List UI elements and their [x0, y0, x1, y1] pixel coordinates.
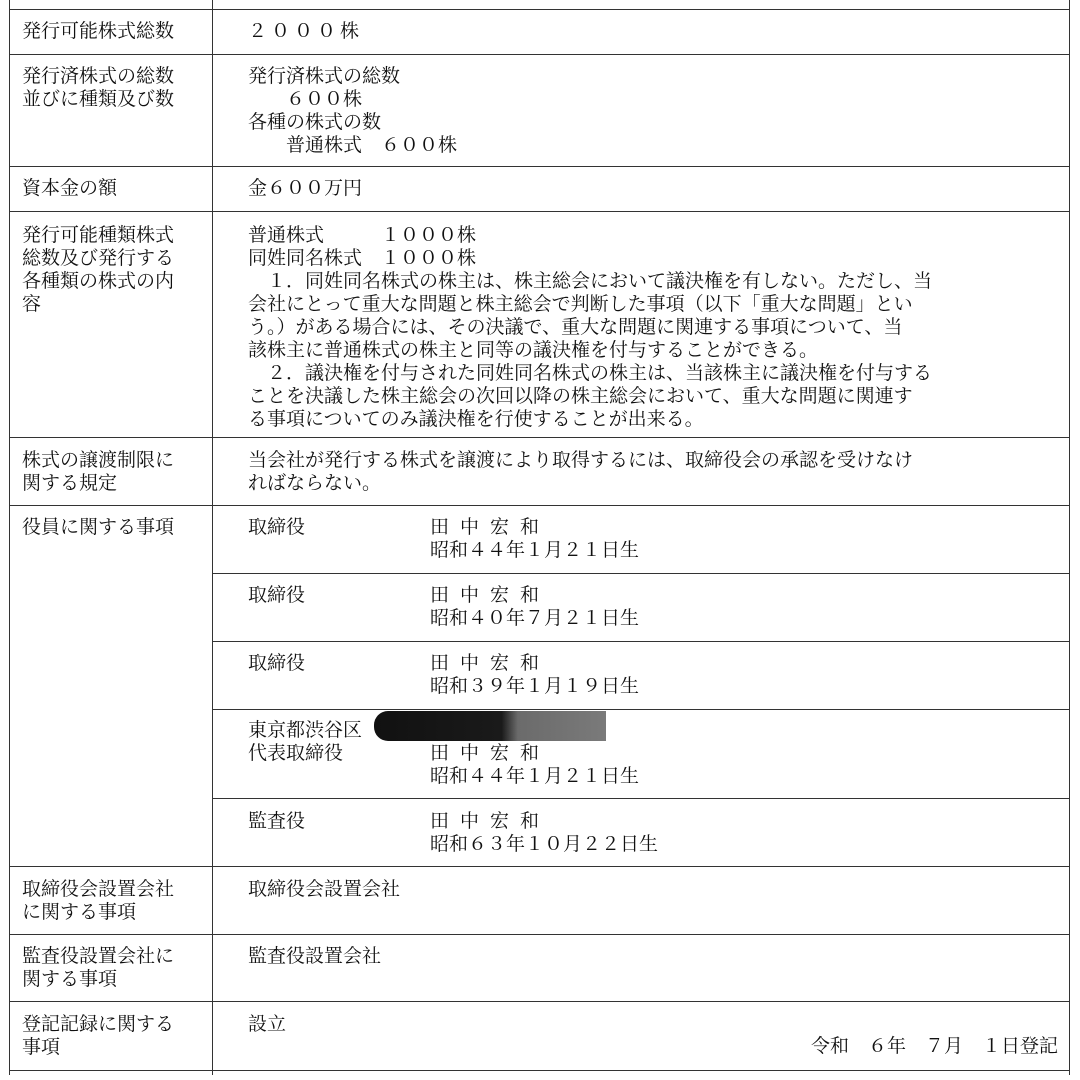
officer-role: 取締役 — [248, 652, 306, 674]
registration-date: 令和 ６年 ７月 １日登記 — [810, 1035, 1058, 1057]
registration-label: 登記記録に関する 事項 — [22, 1013, 175, 1058]
row-divider — [10, 1070, 1070, 1071]
officers-label: 役員に関する事項 — [22, 516, 175, 538]
officer-divider — [212, 709, 1070, 710]
row-divider — [10, 934, 1070, 935]
officer-divider — [212, 573, 1070, 574]
issued-shares-label: 発行済株式の総数 並びに種類及び数 — [22, 65, 175, 110]
share-classes-value: 普通株式 １０００株 同姓同名株式 １０００株 １．同姓同名株式の株主は、株主総会において議決権を有しない。ただし、当 会社にとって重大な問題と株主総会で判断した事項（以下「重大な問題」とい う。）がある場合には、その決議で、重大な問題に関連する事項について、当 該株主に普通株式の株主と同等の議決権を付与することができる。 ２．議決権を付与された同姓同名株式の株主は、当該株主に議決権を付与する ことを決議した株主総会の次回以降の株主総会において、重大な問題に関連す る事項についてのみ議決権を行使することが出来る。 — [248, 224, 933, 430]
officer-name: 田中宏和 — [430, 810, 551, 832]
row-divider — [10, 437, 1070, 438]
capital-label: 資本金の額 — [22, 177, 118, 199]
officer-birthdate: 昭和４４年１月２１日生 — [430, 539, 640, 561]
officer-birthdate: 昭和４０年７月２１日生 — [430, 607, 640, 629]
officer-birthdate: 昭和４４年１月２１日生 — [430, 765, 640, 787]
officer-role: 東京都渋谷区 代表取締役 — [248, 719, 363, 764]
officer-role: 取締役 — [248, 516, 306, 538]
transfer-restriction-label: 株式の譲渡制限に 関する規定 — [22, 449, 175, 494]
officer-name: 田中宏和 — [430, 584, 551, 606]
registration-value: 設立 — [248, 1013, 287, 1035]
officer-birthdate: 昭和６３年１０月２２日生 — [430, 833, 659, 855]
row-divider — [10, 866, 1070, 867]
officer-divider — [212, 641, 1070, 642]
row-divider — [10, 9, 1070, 10]
issued-shares-value: 発行済株式の総数 ６００株 各種の株式の数 普通株式 ６００株 — [248, 65, 458, 156]
auditor-company-label: 監査役設置会社に 関する事項 — [22, 945, 175, 990]
share-classes-label: 発行可能種類株式 総数及び発行する 各種類の株式の内 容 — [22, 224, 175, 315]
board-company-value: 取締役会設置会社 — [248, 878, 401, 900]
officer-name: 田中宏和 — [430, 652, 551, 674]
auditor-company-value: 監査役設置会社 — [248, 945, 382, 967]
row-divider — [10, 505, 1070, 506]
officer-role: 取締役 — [248, 584, 306, 606]
transfer-restriction-value: 当会社が発行する株式を譲渡により取得するには、取締役会の承認を受けなけ ればならない。 — [248, 449, 914, 494]
officer-birthdate: 昭和３９年１月１９日生 — [430, 675, 640, 697]
officer-name: 田中宏和 — [430, 516, 551, 538]
row-divider — [10, 54, 1070, 55]
authorized-shares-value: ２０００株 — [248, 20, 364, 42]
officer-name: 田中宏和 — [430, 742, 551, 764]
redaction-mark — [374, 711, 606, 741]
officer-role: 監査役 — [248, 810, 306, 832]
row-divider — [10, 1001, 1070, 1002]
row-divider — [10, 211, 1070, 212]
left-border — [9, 0, 10, 1075]
board-company-label: 取締役会設置会社 に関する事項 — [22, 878, 175, 923]
column-divider — [212, 0, 213, 1075]
capital-value: 金６００万円 — [248, 177, 363, 199]
right-border — [1069, 0, 1070, 1075]
officer-divider — [212, 798, 1070, 799]
row-divider — [10, 166, 1070, 167]
authorized-shares-label: 発行可能株式総数 — [22, 20, 175, 42]
